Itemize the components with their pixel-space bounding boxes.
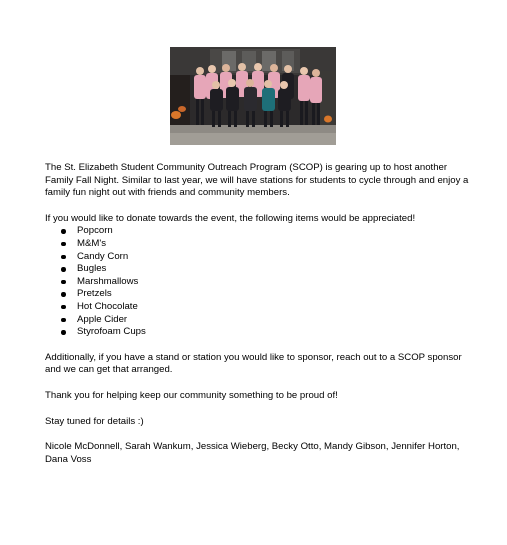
list-item: M&M's	[77, 238, 470, 251]
list-item: Bugles	[77, 263, 470, 276]
list-item: Popcorn	[77, 225, 470, 238]
thanks-paragraph: Thank you for helping keep our community something to be proud of!	[45, 389, 338, 401]
stay-tuned-paragraph: Stay tuned for details :)	[45, 415, 144, 427]
list-item: Hot Chocolate	[77, 301, 470, 314]
intro-paragraph: The St. Elizabeth Student Community Outreach Program (SCOP) is gearing up to host another Family Fall Night. Similar to last year, we will have stations for students to cycle through and enjoy a family fun night out with friends and community members.	[45, 162, 469, 199]
donate-intro: If you would like to donate towards the event, the following items would be appreciated!	[45, 212, 416, 224]
signatures: Nicole McDonnell, Sarah Wankum, Jessica Wieberg, Becky Otto, Mandy Gibson, Jennifer Horton, Dana Voss	[45, 441, 460, 465]
group-photo-illustration	[170, 47, 336, 145]
sponsor-paragraph: Additionally, if you have a stand or station you would like to sponsor, reach out to a SCOP sponsor and we can get that arranged.	[45, 351, 462, 376]
donation-items-list	[45, 225, 470, 338]
group-photo	[170, 47, 336, 145]
flyer-body	[45, 162, 470, 479]
list-item: Apple Cider	[77, 314, 470, 327]
list-item: Styrofoam Cups	[77, 326, 470, 339]
list-item: Candy Corn	[77, 251, 470, 264]
list-item: Marshmallows	[77, 276, 470, 289]
list-item: Pretzels	[77, 288, 470, 301]
